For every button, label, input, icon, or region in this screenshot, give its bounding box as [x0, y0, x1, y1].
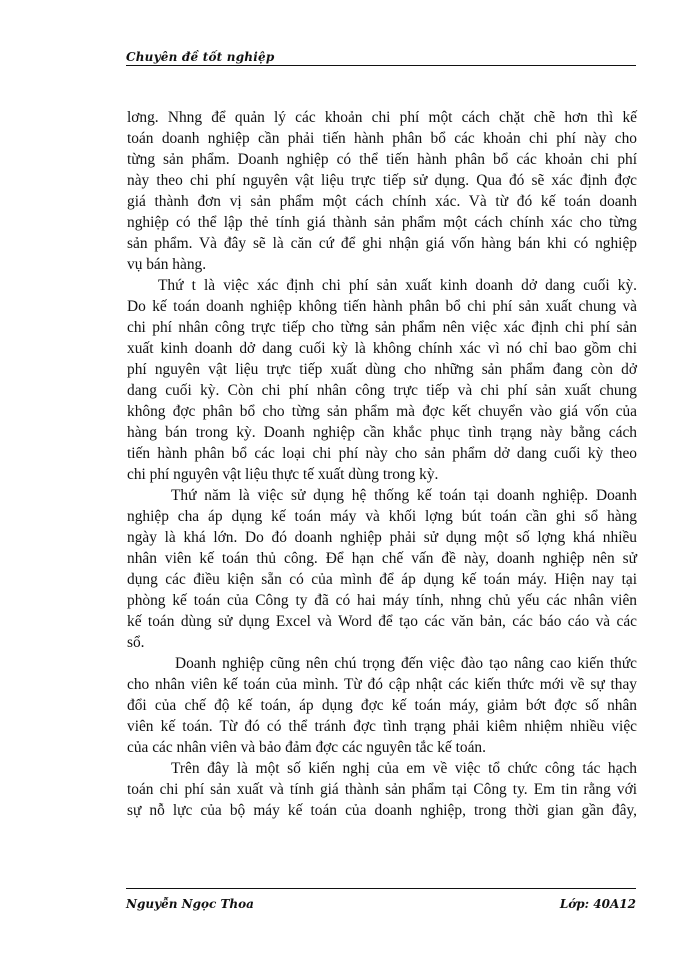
- text-line: Do kế toán doanh nghiệp không tiến hành phân bổ chi phí sản xuất chung và: [127, 298, 637, 315]
- text-line: hàng bán trong kỳ. Doanh nghiệp cần khắc phục tình trạng này bằng cách: [127, 424, 637, 441]
- text-line: đổi của chế độ kế toán, áp dụng đợc kế toán máy, giảm bớt đợc số nhân: [127, 697, 637, 714]
- paragraph: [127, 758, 637, 821]
- text-line: nghiệp có thể lập thẻ tính giá thành sản phẩm một cách chính xác cho từng: [127, 214, 637, 231]
- text-line: phòng kế toán của Công ty đã có hai máy tính, nhng chủ yếu các nhân viên: [127, 592, 637, 609]
- text-line: xuất kinh doanh dở dang cuối kỳ là không chính xác vì nó chỉ bao gồm chi: [127, 340, 637, 357]
- text-line: viên kế toán. Từ đó có thể tránh đợc tình trạng phải kiêm nhiệm nhiều việc: [127, 718, 637, 735]
- text-line: này theo chi phí nguyên vật liệu trực tiếp sử dụng. Qua đó sẽ xác định đợc: [127, 172, 637, 189]
- paragraph: [127, 275, 637, 485]
- paragraph: [127, 107, 637, 275]
- text-line: giá thành đơn vị sản phẩm một cách chính xác. Và từ đó kế toán doanh: [127, 193, 637, 210]
- text-line: nghiệp cha áp dụng kế toán máy và khối lợng bút toán cần ghi sổ hàng: [127, 508, 637, 525]
- text-line: dụng các điều kiện sẵn có của mình để áp dụng kế toán máy. Hiện nay tại: [127, 571, 637, 588]
- text-line: dang cuối kỳ. Còn chi phí nhân công trực tiếp và chi phí sản xuất chung: [127, 382, 637, 399]
- footer-class-label: Lớp: 40A12: [559, 897, 636, 911]
- text-line: toán doanh nghiệp cần phải tiến hành phân bổ các khoản chi phí này cho: [127, 130, 637, 147]
- text-line: tiến hành phân bổ các loại chi phí này cho sản phẩm dở dang cuối kỳ theo: [127, 445, 637, 462]
- text-line: kế toán dùng sử dụng Excel và Word để tạo các văn bản, các báo cáo và các: [127, 613, 637, 630]
- text-line: toán chi phí sản xuất và tính giá thành sản phẩm tại Công ty. Em tin rằng với: [127, 781, 637, 798]
- footer-author: Nguyễn Ngọc Thoa: [126, 897, 254, 911]
- text-line: từng sản phẩm. Doanh nghiệp có thể tiến hành phân bổ các khoản chi phí: [127, 151, 637, 168]
- header-title: Chuyên đề tốt nghiệp: [126, 50, 275, 64]
- text-line: sổ.: [127, 634, 145, 651]
- text-line: sản phẩm. Và đây sẽ là căn cứ để ghi nhận giá vốn hàng bán khi có nghiệp: [127, 235, 637, 252]
- text-line: Trên đây là một số kiến nghị của em về việc tổ chức công tác hạch: [171, 760, 637, 777]
- paragraph: [127, 653, 637, 758]
- text-line: Thứ năm là việc sử dụng hệ thống kế toán tại doanh nghiệp. Doanh: [171, 487, 637, 504]
- text-line: phí nguyên vật liệu trực tiếp xuất dùng cho những sản phẩm đang còn dở: [127, 361, 637, 378]
- header-divider: [126, 65, 636, 66]
- text-line: không đợc phân bổ cho từng sản phẩm mà đợc kết chuyển vào giá vốn của: [127, 403, 637, 420]
- text-line: Doanh nghiệp cũng nên chú trọng đến việc đào tạo nâng cao kiến thức: [175, 655, 637, 672]
- footer-divider: [126, 888, 636, 889]
- body-text: [127, 107, 637, 821]
- text-line: ngày là khá lớn. Do đó doanh nghiệp phải sử dụng một số lợng khá nhiều: [127, 529, 637, 546]
- text-line: chi phí nguyên vật liệu thực tế xuất dùng trong kỳ.: [127, 466, 439, 483]
- text-line: vụ bán hàng.: [127, 256, 207, 273]
- paragraph: [127, 485, 637, 653]
- text-line: Thứ t là việc xác định chi phí sản xuất kinh doanh dở dang cuối kỳ.: [158, 277, 637, 294]
- text-line: sự nỗ lực của bộ máy kế toán của doanh nghiệp, trong thời gian gần đây,: [127, 802, 637, 819]
- text-line: chi phí nhân công trực tiếp cho từng sản phẩm nên việc xác định chi phí sản: [127, 319, 637, 336]
- text-line: nhân viên kế toán thủ công. Để hạn chế vấn đề này, doanh nghiệp nên sử: [127, 550, 637, 567]
- text-line: cho nhân viên kế toán của mình. Từ đó cập nhật các kiến thức mới về sự thay: [127, 676, 637, 693]
- text-line: lơng. Nhng để quản lý các khoản chi phí một cách chặt chẽ hơn thì kế: [127, 109, 637, 126]
- text-line: của các nhân viên và bảo đảm đợc các nguyên tắc kế toán.: [127, 739, 486, 756]
